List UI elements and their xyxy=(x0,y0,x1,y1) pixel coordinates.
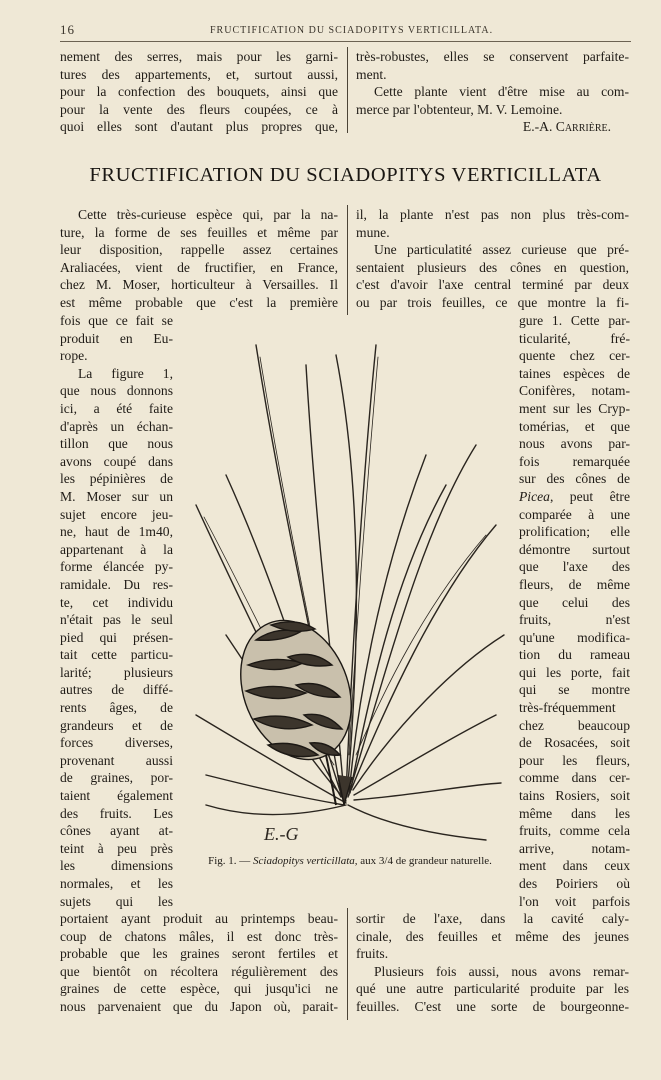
text-line: démontre surtout xyxy=(519,541,630,557)
header-rule xyxy=(60,41,631,42)
text-line: c'est d'avoir l'axe central terminé par deux xyxy=(356,277,629,293)
text-line: ou par trois feuilles, ce que montre la fi- xyxy=(356,294,629,310)
page-number: 16 xyxy=(60,22,75,37)
text-line: qué une autre particularité produite par les xyxy=(356,981,629,997)
text-line: Araliacées, vient de fructifier, en France, xyxy=(60,259,338,275)
article-left-bottom xyxy=(60,910,338,1016)
prev-article-signature-block xyxy=(356,118,611,136)
text-line: pour la confection des bouquets, ainsi que xyxy=(60,84,338,100)
text-line: l'on voit parfois xyxy=(519,893,630,909)
text-line: chez M. Moser, horticulteur à Versailles. Il xyxy=(60,277,338,293)
text-line: fois que ce fait se xyxy=(60,313,173,328)
text-line: merce par l'obtenteur, M. V. Lemoine. xyxy=(356,101,563,117)
text-line: nous avons par- xyxy=(519,436,630,452)
text-line: tait cette particu- xyxy=(60,647,173,663)
text-line: pour les fleurs, xyxy=(519,752,630,768)
text-line: taient également xyxy=(60,788,173,804)
article-title: FRUCTIFICATION DU SCIADOPITYS VERTICILLATA xyxy=(89,164,602,186)
text-line: ici, a été faite xyxy=(60,400,173,416)
text-line: probable que les graines seront fertiles et xyxy=(60,946,338,962)
text-line: rents âges, de xyxy=(60,700,173,716)
text-line: taines espèces de xyxy=(519,365,630,381)
text-line: ramidale. Du res- xyxy=(60,576,173,592)
text-line: tion du rameau xyxy=(519,647,630,663)
text-line: que bientôt on récoltera régulièrement des xyxy=(60,963,338,979)
text-line: qui les porte, fait xyxy=(519,664,630,680)
text-line: sujets qui les xyxy=(60,893,173,909)
text-line: que l'axe des xyxy=(519,559,630,575)
text-line: de Rosacées, soit xyxy=(519,735,630,751)
text-line: fleurs, de même xyxy=(519,576,630,592)
text-line: fois remarquée xyxy=(519,453,630,469)
text-line: forme élancée py- xyxy=(60,559,173,575)
text-line: nement des serres, mais pour les garni- xyxy=(60,49,338,64)
text-line: grandeurs et de xyxy=(60,717,173,733)
text-line: comparée à une xyxy=(519,506,630,522)
text-line: M. Moser sur un xyxy=(60,488,173,504)
text-line: les pépinières de xyxy=(60,471,173,487)
text-line: provenant aussi xyxy=(60,752,173,768)
text-line: quoi elles sont d'autant plus propres que, xyxy=(60,119,338,135)
figure-caption xyxy=(190,854,510,868)
text-line: tains Rosiers, soit xyxy=(519,788,630,804)
prev-article-right-column xyxy=(356,48,629,118)
text-line: très-fréquemment xyxy=(519,700,616,716)
prev-article-left-column xyxy=(60,48,338,136)
text-line: même dans les xyxy=(519,805,630,821)
text-line: des fruits. Les xyxy=(60,805,173,821)
article-left-top xyxy=(60,206,338,312)
text-line: cônes ayant at- xyxy=(60,823,173,839)
text-line: d'après un échan- xyxy=(60,418,173,434)
text-line: feuilles. C'est une sorte de bourgeonne- xyxy=(356,998,629,1014)
column-divider-bottom xyxy=(347,908,348,1020)
text-line: sur des cônes de xyxy=(519,471,630,487)
text-line: tillon que nous xyxy=(60,436,173,452)
text-line: de graines, por- xyxy=(60,770,173,786)
text-line: mune. xyxy=(356,224,390,240)
text-line: appartenant à la xyxy=(60,541,173,557)
caption-species: Sciadopitys verticillata, xyxy=(253,855,358,867)
text-line: sortir de l'axe, dans la cavité caly- xyxy=(356,911,629,926)
text-line: chez beaucoup xyxy=(519,717,630,733)
text-line: cinale, des feuilles et même des jeunes xyxy=(356,928,629,944)
text-line: fruits. xyxy=(356,946,389,962)
text-line: qui se montre xyxy=(519,682,630,698)
text-line: que nous donnons xyxy=(60,383,173,399)
text-line: avons coupé dans xyxy=(60,453,173,469)
article-right-narrow xyxy=(519,312,630,910)
text-line: coup de chatons mâles, il est donc très- xyxy=(60,928,338,944)
text-line: larité; plusieurs xyxy=(60,664,173,680)
signature: E.-A. Carrière. xyxy=(522,119,611,134)
text-line: qu'une modifica- xyxy=(519,629,630,645)
text-line: fruits, n'est xyxy=(519,612,630,628)
text-line: portaient ayant produit au printemps beau- xyxy=(60,911,338,926)
text-line: gure 1. Cette par- xyxy=(519,313,630,328)
article-left-narrow xyxy=(60,312,173,910)
text-line: rope. xyxy=(60,348,88,364)
text-line: quente chez cer- xyxy=(519,348,630,364)
article-right-top xyxy=(356,206,629,312)
text-line: prolification; elle xyxy=(519,524,630,540)
text-line: tomérias, et que xyxy=(519,418,630,434)
column-divider-mid xyxy=(347,205,348,315)
running-title: FRUCTIFICATION DU SCIADOPITYS VERTICILLATA. xyxy=(210,25,494,36)
text-line: les dimensions xyxy=(60,858,173,874)
text-line: teint à peu près xyxy=(60,840,173,856)
text-line: leur disposition, rappelle assez certaines xyxy=(60,242,338,258)
text-line: fruits, comme cela xyxy=(519,823,630,839)
text-line: est même probable que c'est la première xyxy=(60,294,338,310)
article-right-bottom xyxy=(356,910,629,1016)
text-line: te, cet individu xyxy=(60,594,173,610)
text-line: arrive, notam- xyxy=(519,840,630,856)
text-line: graines de cette espèce, qui jusqu'ici ne xyxy=(60,981,338,997)
text-line: Cette très-curieuse espèce qui, par la na- xyxy=(78,207,338,222)
caption-prefix: Fig. 1. — xyxy=(208,855,251,867)
text-line: il, la plante n'est pas non plus très-com- xyxy=(356,207,629,222)
text-line: forces diverses, xyxy=(60,735,173,751)
sciadopitys-cone-illustration xyxy=(186,335,506,895)
text-line: très-robustes, elles se conservent parfaite- xyxy=(356,49,629,64)
text-line: des Poiriers où xyxy=(519,876,630,891)
engraver-mark: E.-G xyxy=(264,824,299,844)
text-line: Une particulatité assez curieuse que pré- xyxy=(374,242,629,258)
text-line: ne, haut de 1m40, xyxy=(60,524,173,540)
text-line: Plusieurs fois aussi, nous avons remar- xyxy=(374,963,629,979)
text-line: n'était pas le seul xyxy=(60,612,173,628)
text-line: tures des appartements, et, surtout aussi, xyxy=(60,66,338,82)
running-head xyxy=(60,22,615,38)
column-divider-top xyxy=(347,47,348,133)
text-line: ticularité, fré- xyxy=(519,330,630,346)
text-line: normales, et les xyxy=(60,876,173,891)
text-line: ment sur les Cryp- xyxy=(519,400,630,416)
text-line: nous parvenaient que du Japon où, parait- xyxy=(60,998,338,1014)
text-line: ment dans ceux xyxy=(519,858,630,874)
text-line: que celui des xyxy=(519,594,630,610)
text-line: sujet encore jeu- xyxy=(60,506,173,522)
caption-rest: aux 3/4 de grandeur naturelle. xyxy=(360,855,492,867)
text-line: Picea, peut être xyxy=(519,488,630,504)
text-line: La figure 1, xyxy=(78,365,173,381)
text-line: Conifères, notam- xyxy=(519,383,630,399)
text-line: ture, la forme de ses feuilles et même par xyxy=(60,224,338,240)
needle-leaves xyxy=(196,345,504,840)
text-line: pied qui présen- xyxy=(60,629,173,645)
text-line: ment. xyxy=(356,66,387,82)
text-line: pour la vente des fleurs coupées, ce à xyxy=(60,101,338,117)
text-line: autres de diffé- xyxy=(60,682,173,698)
italic-genus: Picea xyxy=(519,488,550,504)
text-line: comme dans cer- xyxy=(519,770,630,786)
text-line: sentaient plusieurs des cônes en question, xyxy=(356,259,629,275)
text-line: Cette plante vient d'être mise au com- xyxy=(374,84,629,100)
text-line: produit en Eu- xyxy=(60,330,173,346)
